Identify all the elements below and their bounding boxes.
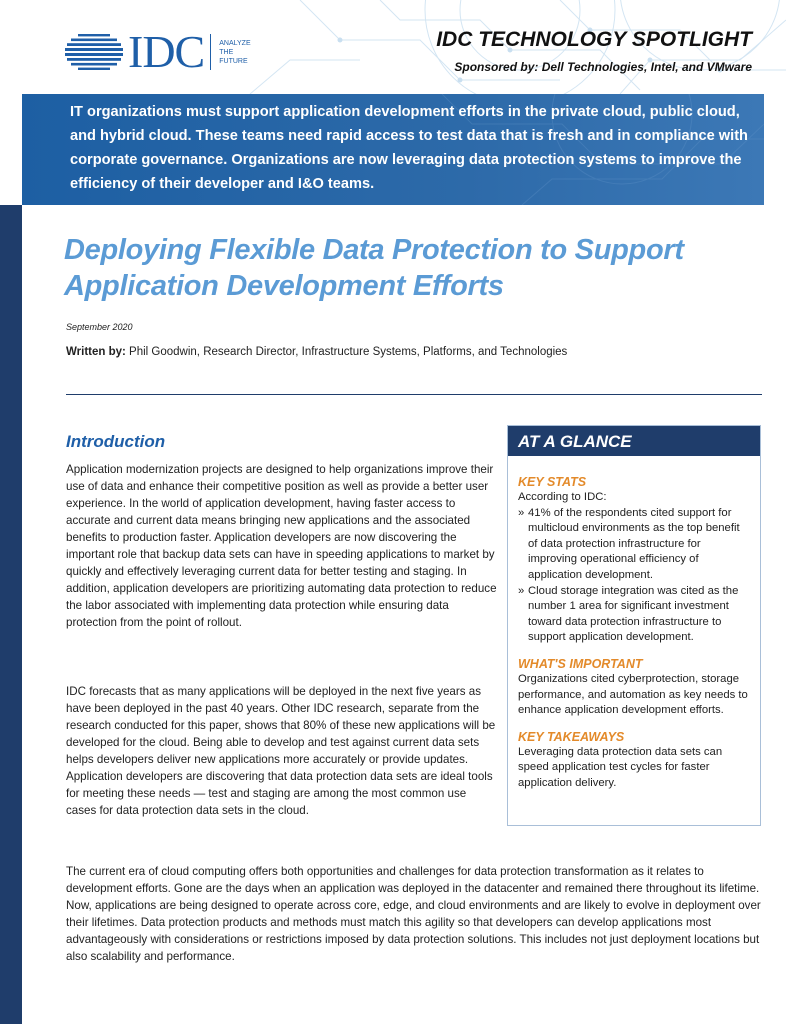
key-stats-heading: KEY STATS — [518, 475, 587, 489]
at-a-glance-heading: AT A GLANCE — [508, 426, 760, 456]
key-takeaways-heading: KEY TAKEAWAYS — [518, 729, 625, 744]
key-stats-intro: According to IDC: — [518, 491, 607, 503]
at-a-glance-sidebar — [507, 425, 761, 826]
globe-icon — [64, 32, 124, 72]
author-name: Phil Goodwin, Research Director, Infrastructure Systems, Platforms, and Technologies — [129, 346, 568, 358]
page-header — [0, 0, 786, 94]
bullet-mark: » — [518, 584, 525, 597]
key-stat-item — [518, 584, 750, 646]
publication-date: September 2020 — [66, 322, 133, 332]
summary-banner — [22, 94, 764, 205]
bullet-mark: » — [518, 506, 525, 519]
key-stat-item — [518, 506, 750, 584]
spotlight-title: IDC TECHNOLOGY SPOTLIGHT — [436, 28, 752, 51]
logo-tagline — [219, 39, 250, 66]
sponsor-line: Sponsored by: Dell Technologies, Intel, and VMware — [454, 60, 752, 74]
whats-important-text: Organizations cited cyberprotection, storage performance, and automation as key needs to enhance application development efforts. — [518, 672, 748, 717]
logo-wordmark: IDC — [128, 26, 205, 77]
at-a-glance-body — [508, 456, 760, 792]
whats-important-heading: WHAT'S IMPORTANT — [518, 656, 643, 671]
intro-paragraph: The current era of cloud computing offers both opportunities and challenges for data protection transformation as it relates to development efforts. Gone are the days when an application was deployed in the datacenter and remained there throughout its lifetime. Now, applications are being designed to operate across core, edge, and cloud environments and are likely to evolve in deployment over their lifetimes. Data protection products and methods must match this agility so that developers can develop applications most advantageously with considerations or restrictions imposed by data protection solutions. This includes not just deployment locations but also scalability and performance. — [66, 865, 761, 963]
tagline-line: ANALYZE — [219, 39, 251, 47]
author-line — [66, 346, 567, 358]
author-label: Written by: — [66, 346, 126, 358]
left-accent-bar — [0, 205, 22, 1024]
key-stat-text: 41% of the respondents cited support for multicloud environments as the top benefit of data protection infrastructure for improving operational efficiency of application development. — [528, 506, 740, 581]
intro-paragraph: IDC forecasts that as many applications will be deployed in the next five years as have been deployed in the past 40 years. Other IDC research, separate from the research conducted for this paper, shows that 80% of these new applications will be developed for the cloud. Being able to develop and test against current data sets helps developers deliver new applications more accurately or provide updates. Application developers are discovering that data protection data sets are ideal tools for meeting these needs — test and staging are among the most common use cases for data protection data sets in the cloud. — [66, 685, 496, 817]
logo-divider — [210, 34, 211, 70]
section-divider — [66, 394, 762, 395]
idc-logo — [64, 26, 251, 77]
key-stat-text: Cloud storage integration was cited as the number 1 area for significant investment toward data protection infrastructure to support application development. — [528, 584, 739, 644]
key-takeaways-text: Leveraging data protection data sets can speed application test cycles for faster application delivery. — [518, 745, 723, 789]
tagline-line: THE — [219, 48, 234, 56]
intro-paragraph: Application modernization projects are designed to help organizations improve their use of data and enhance their competitive position as well as provide a better user experience. In the world of application development, having faster access to accurate and current data means bringing new applications and the associated benefits to production faster. Application developers are now discovering the important role that backup data sets can have in speeding applications to market by quickly and effectively leveraging current data for better testing and staging. In addition, application developers are prioritizing automating data protection to reduce the labor associated with implementing data protection while ensuring data protection from the point of rollout. — [66, 463, 497, 629]
introduction-heading: Introduction — [66, 432, 166, 451]
document-title: Deploying Flexible Data Protection to Support Application Development Efforts — [64, 234, 684, 302]
banner-text: IT organizations must support application development efforts in the private cloud, public cloud, and hybrid cloud. These teams need rapid access to test data that is fresh and in compliance with corporate governance. Organizations are now leveraging data protection systems to improve the efficiency of their developer and I&O teams. — [70, 104, 748, 192]
tagline-line: FUTURE — [219, 57, 248, 65]
